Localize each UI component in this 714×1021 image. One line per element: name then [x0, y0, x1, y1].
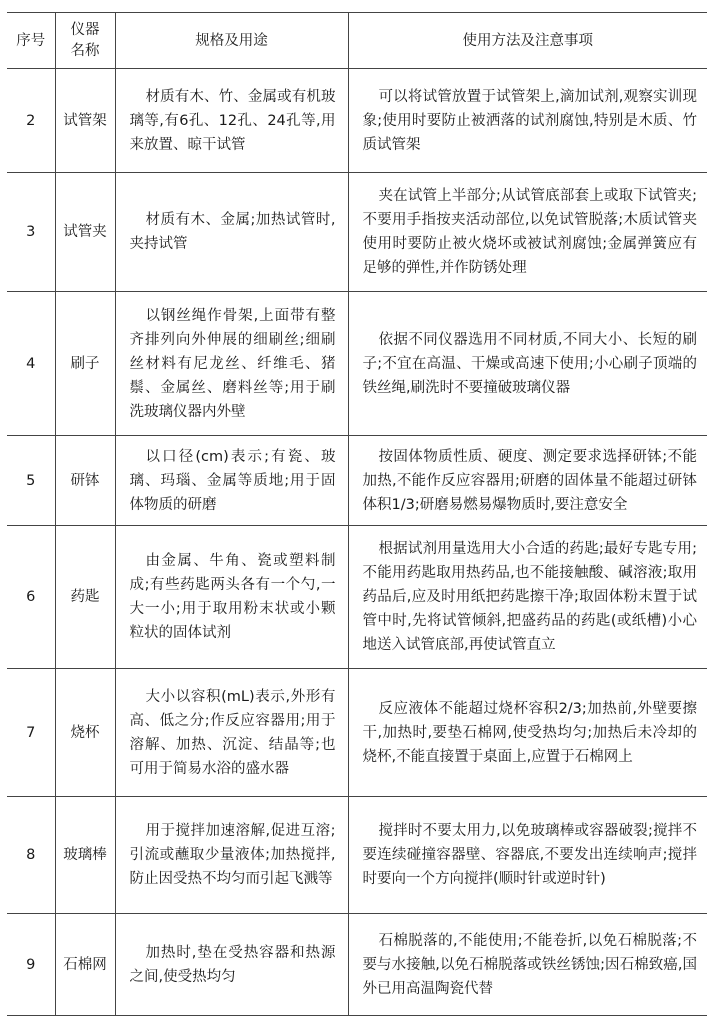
row-usage-text: 可以将试管放置于试管架上,滴加试剂,观察实训现象;使用时要防止被洒落的试剂腐蚀,特别是木质、竹质试管架 — [362, 88, 697, 153]
row-instrument-name: 药匙 — [55, 526, 115, 669]
row-usage-text: 石棉脱落的,不能使用;不能卷折,以免石棉脱落;不要与水接触,以免石棉脱落或铁丝锈蚀;因石棉致癌,国外已用高温陶瓷代替 — [362, 932, 697, 997]
row-usage-text: 搅拌时不要太用力,以免玻璃棒或容器破裂;搅拌不要连续碰撞容器壁、容器底,不要发出连续响声;搅拌时要向一个方向搅拌(顺时针或逆时针) — [362, 823, 697, 887]
row-spec-text: 用于搅拌加速溶解,促进互溶;引流或蘸取少量液体;加热搅拌,防止因受热不均匀而引起飞溅等 — [129, 823, 336, 887]
row-index: 3 — [7, 173, 55, 292]
row-usage-text: 根据试剂用量选用大小合适的药匙;最好专匙专用;不能用药匙取用热药品,也不能接触酸、碱溶液;取用药品后,应及时用纸把药匙擦干净;取固体粉末置于试管中时,先将试管倾斜,把盛药品的药匙(或纸槽)小心地送入试管底部,再使试管直立 — [362, 541, 697, 653]
row-spec-text: 加热时,垫在受热容器和热源之间,使受热均匀 — [129, 944, 336, 985]
row-spec — [115, 526, 348, 669]
table-row — [7, 292, 707, 436]
row-spec-text: 材质有木、竹、金属或有机玻璃等,有6孔、12孔、24孔等,用来放置、晾干试管 — [129, 88, 336, 153]
row-index: 5 — [7, 436, 55, 526]
header-name-line1: 仪器 — [70, 21, 100, 38]
table-row — [7, 436, 707, 526]
row-usage — [348, 797, 707, 914]
row-spec — [115, 69, 348, 173]
row-index: 4 — [7, 292, 55, 436]
row-spec-text: 以口径(cm)表示;有瓷、玻璃、玛瑙、金属等质地;用于固体物质的研磨 — [129, 448, 336, 513]
instrument-table — [7, 12, 707, 1016]
row-usage — [348, 914, 707, 1016]
row-spec — [115, 797, 348, 914]
header-name-line2: 名称 — [70, 42, 100, 59]
row-spec-text: 以钢丝绳作骨架,上面带有整齐排列向外伸展的细刷丝;细刷丝材料有尼龙丝、纤维毛、猪鬃、金属丝、磨料丝等;用于刷洗玻璃仪器内外壁 — [129, 307, 336, 420]
row-instrument-name: 研钵 — [55, 436, 115, 526]
table-row — [7, 526, 707, 669]
row-usage — [348, 436, 707, 526]
table-row — [7, 914, 707, 1016]
row-index: 9 — [7, 914, 55, 1016]
row-index: 2 — [7, 69, 55, 173]
table-row — [7, 797, 707, 914]
row-instrument-name: 试管架 — [55, 69, 115, 173]
row-usage-text: 按固体物质性质、硬度、测定要求选择研钵;不能加热,不能作反应容器用;研磨的固体量不能超过研钵体积1/3;研磨易燃易爆物质时,要注意安全 — [362, 448, 697, 513]
row-index: 8 — [7, 797, 55, 914]
row-index: 7 — [7, 669, 55, 797]
row-usage-text: 依据不同仪器选用不同材质,不同大小、长短的刷子;不宜在高温、干燥或高速下使用;小心刷子顶端的铁丝绳,刷洗时不要撞破玻璃仪器 — [362, 331, 697, 396]
row-instrument-name: 刷子 — [55, 292, 115, 436]
row-spec — [115, 914, 348, 1016]
row-spec — [115, 436, 348, 526]
row-index: 6 — [7, 526, 55, 669]
row-spec — [115, 669, 348, 797]
row-usage — [348, 669, 707, 797]
row-spec — [115, 173, 348, 292]
row-instrument-name: 石棉网 — [55, 914, 115, 1016]
header-index: 序号 — [7, 13, 55, 69]
table-row — [7, 69, 707, 173]
table-row — [7, 173, 707, 292]
row-spec-text: 大小以容积(mL)表示,外形有高、低之分;作反应容器用;用于溶解、加热、沉淀、结晶等;也可用于简易水浴的盛水器 — [129, 688, 336, 777]
row-spec-text: 由金属、牛角、瓷或塑料制成;有些药匙两头各有一个勺,一大一小;用于取用粉末状或小颗粒状的固体试剂 — [129, 553, 336, 641]
row-instrument-name: 玻璃棒 — [55, 797, 115, 914]
row-usage — [348, 173, 707, 292]
header-usage: 使用方法及注意事项 — [348, 13, 707, 69]
row-spec-text: 材质有木、金属;加热试管时,夹持试管 — [129, 212, 336, 252]
table-header-row — [7, 13, 707, 69]
table-row — [7, 669, 707, 797]
row-usage — [348, 526, 707, 669]
header-name — [55, 13, 115, 69]
row-instrument-name: 烧杯 — [55, 669, 115, 797]
row-usage-text: 夹在试管上半部分;从试管底部套上或取下试管夹;不要用手指按夹活动部位,以免试管脱落;木质试管夹使用时要防止被火烧坏或被试剂腐蚀;金属弹簧应有足够的弹性,并作防锈处理 — [362, 188, 697, 276]
row-spec — [115, 292, 348, 436]
row-instrument-name: 试管夹 — [55, 173, 115, 292]
header-spec: 规格及用途 — [115, 13, 348, 69]
row-usage — [348, 292, 707, 436]
row-usage — [348, 69, 707, 173]
row-usage-text: 反应液体不能超过烧杯容积2/3;加热前,外壁要擦干,加热时,要垫石棉网,使受热均匀;加热后未冷却的烧杯,不能直接置于桌面上,应置于石棉网上 — [362, 700, 697, 765]
